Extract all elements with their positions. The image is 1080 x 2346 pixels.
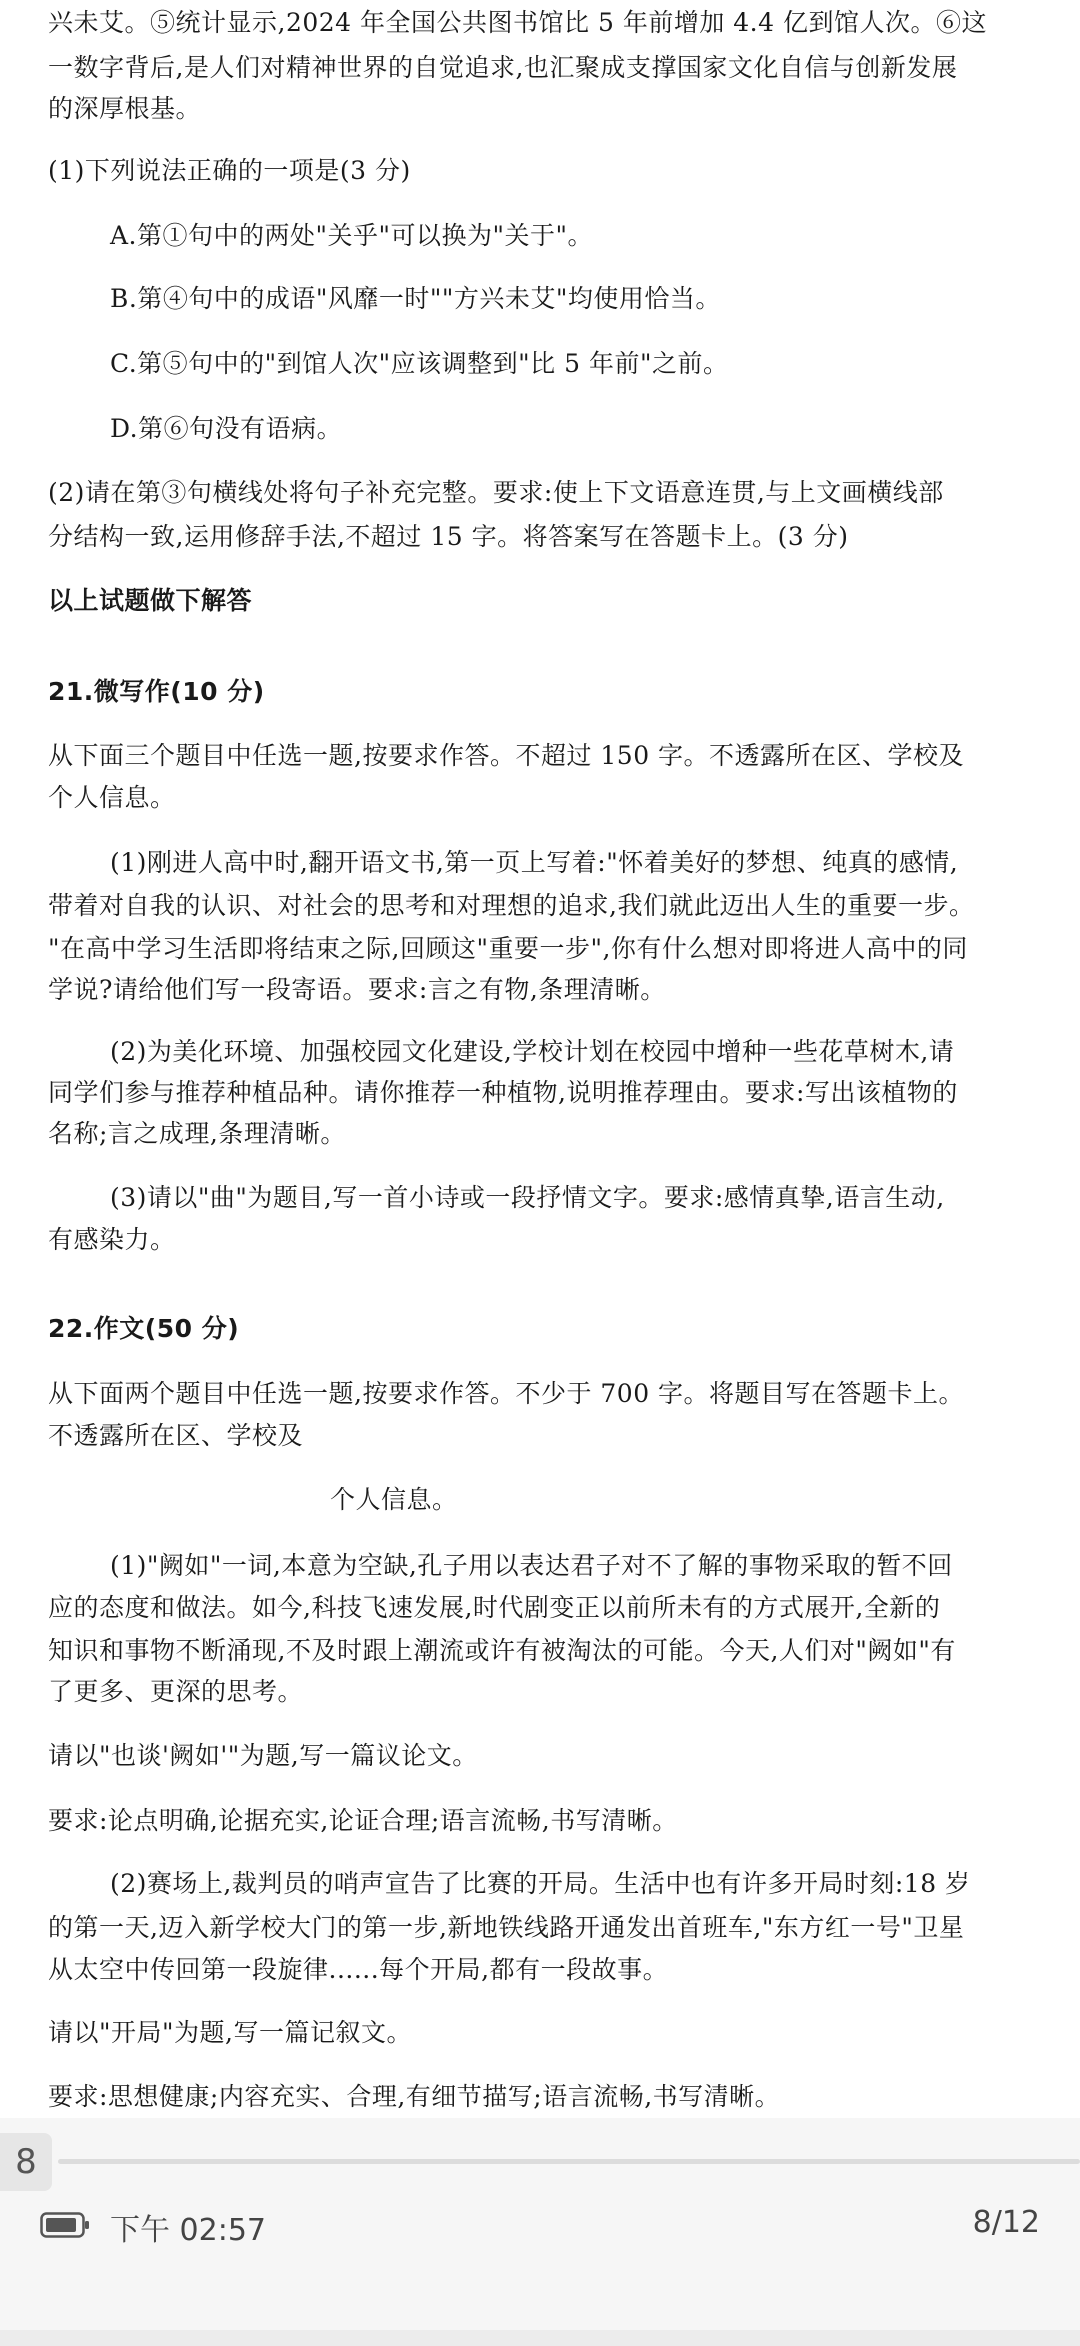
option-b: B.第④句中的成语"风靡一时""方兴未艾"均使用恰当。 [110, 284, 721, 313]
text-line: 应的态度和做法。如今,科技飞速发展,时代剧变正以前所未有的方式展开,全新的 [48, 1593, 941, 1622]
text-line: 请以"也谈'阙如'"为题,写一篇议论文。 [48, 1741, 478, 1770]
battery-icon [40, 2212, 90, 2238]
text-line: 从下面两个题目中任选一题,按要求作答。不少于 700 字。将题目写在答题卡上。 [48, 1379, 965, 1408]
text-line: 要求:论点明确,论据充实,论证合理;语言流畅,书写清晰。 [48, 1806, 678, 1835]
text-line: 的第一天,迈入新学校大门的第一步,新地铁线路开通发出首班车,"东方红一号"卫星 [48, 1913, 965, 1942]
page-indicator: 8/12 [972, 2205, 1040, 2240]
text-line: 有感染力。 [48, 1225, 176, 1254]
text-line: 个人信息。 [48, 783, 176, 812]
text-line: 分结构一致,运用修辞手法,不超过 15 字。将答案写在答题卡上。(3 分) [48, 522, 849, 551]
option-a: A.第①句中的两处"关乎"可以换为"关于"。 [110, 221, 593, 250]
text-line: 学说?请给他们写一段寄语。要求:言之有物,条理清晰。 [48, 975, 666, 1004]
clock-time: 下午 02:57 [110, 2213, 266, 2248]
text-line: (2)赛场上,裁判员的哨声宣告了比赛的开局。生活中也有许多开局时刻:18 岁 [110, 1869, 971, 1898]
text-line: 了更多、更深的思考。 [48, 1677, 304, 1706]
text-line: 兴未艾。⑤统计显示,2024 年全国公共图书馆比 5 年前增加 4.4 亿到馆人次。⑥这 [48, 8, 987, 37]
question-2-prompt: (2)请在第③句横线处将句子补充完整。要求:使上下文语意连贯,与上文画横线部 [48, 478, 944, 507]
instruction-heading: 以上试题做下解答 [48, 586, 253, 615]
text-line: 从太空中传回第一段旋律......每个开局,都有一段故事。 [48, 1955, 669, 1984]
text-line: 不透露所在区、学校及 [48, 1421, 304, 1450]
text-line: 带着对自我的认识、对社会的思考和对理想的追求,我们就此迈出人生的重要一步。 [48, 891, 975, 920]
text-line: 个人信息。 [330, 1485, 458, 1514]
text-line: 一数字背后,是人们对精神世界的自觉追求,也汇聚成支撑国家文化自信与创新发展 [48, 53, 958, 82]
question-1-prompt: (1)下列说法正确的一项是(3 分) [48, 156, 411, 185]
text-line: 名称;言之成理,条理清晰。 [48, 1119, 346, 1148]
progress-fill [58, 2159, 739, 2164]
page-progress-slider[interactable] [58, 2159, 1080, 2164]
section-22-heading: 22.作文(50 分) [48, 1314, 240, 1343]
text-line: (1)"阙如"一词,本意为空缺,孔子用以表达君子对不了解的事物采取的暂不回 [110, 1551, 953, 1580]
page-chip[interactable]: 8 [0, 2133, 52, 2191]
text-line: 要求:思想健康;内容充实、合理,有细节描写;语言流畅,书写清晰。 [48, 2082, 781, 2111]
text-line: (3)请以"曲"为题目,写一首小诗或一段抒情文字。要求:感情真挚,语言生动, [110, 1183, 945, 1212]
text-line: 从下面三个题目中任选一题,按要求作答。不超过 150 字。不透露所在区、学校及 [48, 741, 965, 770]
option-c: C.第⑤句中的"到馆人次"应该调整到"比 5 年前"之前。 [110, 349, 729, 378]
bottom-edge [0, 2330, 1080, 2346]
option-d: D.第⑥句没有语病。 [110, 414, 343, 443]
text-line: 同学们参与推荐种植品种。请你推荐一种植物,说明推荐理由。要求:写出该植物的 [48, 1078, 958, 1107]
text-line: 请以"开局"为题,写一篇记叙文。 [48, 2018, 412, 2047]
text-line: 知识和事物不断涌现,不及时跟上潮流或许有被淘汰的可能。今天,人们对"阙如"有 [48, 1636, 956, 1665]
text-line: "在高中学习生活即将结束之际,回顾这"重要一步",你有什么想对即将进人高中的同 [48, 934, 968, 963]
text-line: (1)刚进人高中时,翻开语文书,第一页上写着:"怀着美好的梦想、纯真的感情, [110, 848, 959, 877]
text-line: (2)为美化环境、加强校园文化建设,学校计划在校园中增种一些花草树木,请 [110, 1037, 955, 1066]
text-line: 的深厚根基。 [48, 94, 202, 123]
section-21-heading: 21.微写作(10 分) [48, 677, 265, 706]
